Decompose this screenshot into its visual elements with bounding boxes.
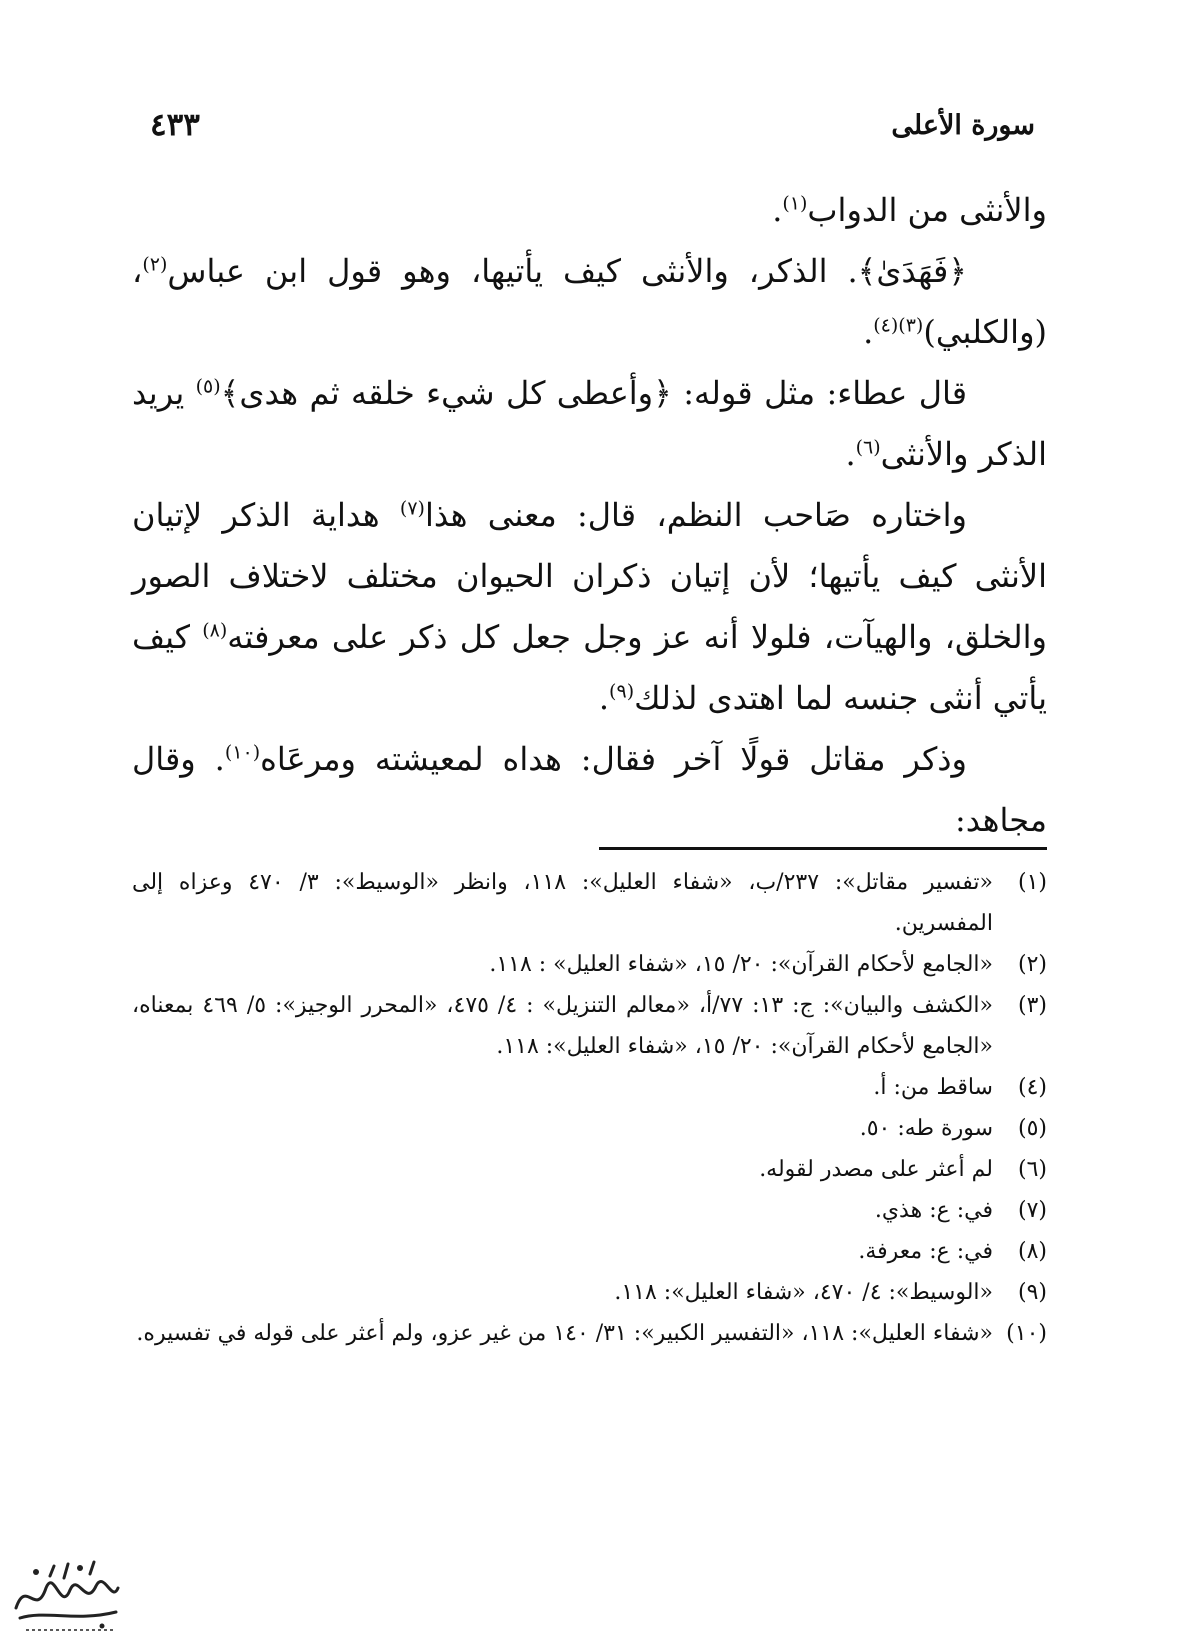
footnote-text: في: ع: معرفة. (858, 1239, 993, 1264)
footnote-text: «الجامع لأحكام القرآن»: ٢٠/ ١٥، «شفاء العليل» : ١١٨. (489, 952, 993, 977)
footnote-item (132, 1108, 1047, 1149)
footnote-number: (١٠) (1006, 1321, 1047, 1346)
footnote-ref: (١) (782, 192, 808, 215)
footnote-item (132, 1231, 1047, 1272)
footnote-text: لم أعثر على مصدر لقوله. (759, 1157, 993, 1182)
footnote-number: (٦) (1017, 1157, 1047, 1182)
main-text (132, 180, 1047, 851)
paragraph-4 (132, 485, 1047, 729)
text: . (863, 313, 874, 351)
footnote-text: في: ع: هذي. (874, 1198, 993, 1223)
paragraph-1 (132, 180, 1047, 241)
footnote-separator (599, 847, 1047, 850)
text: وذكر مقاتل قولًا آخر فقال: هداه لمعيشته ومرعَاه (260, 740, 968, 778)
text: كيف يأتي أنثى جنسه لما اهتدى لذلك (132, 618, 1047, 717)
footnote-item (132, 1190, 1047, 1231)
quran-quote: ﴿وأعطى كل شيء خلقه ثم هدى﴾ (220, 374, 672, 412)
text: والأنثى من الدواب (807, 191, 1047, 229)
library-seal-icon (6, 1548, 126, 1640)
footnotes (132, 862, 1047, 1354)
footnote-ref: (١٠) (224, 741, 261, 764)
footnote-number: (١) (1017, 870, 1047, 895)
footnote-text: سورة طه: ٥٠. (859, 1116, 993, 1141)
footnote-text: «الوسيط»: ٤/ ٤٧٠، «شفاء العليل»: ١١٨. (614, 1280, 993, 1305)
footnote-ref: (٣)(٤) (873, 314, 924, 337)
footnote-ref: (٥) (195, 375, 221, 398)
footnote-number: (٥) (1017, 1116, 1047, 1141)
footnote-text: «شفاء العليل»: ١١٨، «التفسير الكبير»: ٣١/ ١٤٠ من غير عزو، ولم أعثر على قوله في تفسيره. (136, 1321, 993, 1346)
footnote-item (132, 1149, 1047, 1190)
footnote-number: (٢) (1017, 952, 1047, 977)
footnote-number: (٤) (1017, 1075, 1047, 1100)
text: . (772, 191, 783, 229)
footnote-item (132, 944, 1047, 985)
footnote-ref: (٩) (609, 680, 635, 703)
text: قال عطاء: مثل قوله: (671, 374, 968, 412)
footnote-text: «تفسير مقاتل»: ٢٣٧/ب، «شفاء العليل»: ١١٨، وانظر «الوسيط»: ٣/ ٤٧٠ وعزاه إلى المفسرين. (132, 870, 993, 936)
footnote-text: ساقط من: أ. (873, 1075, 993, 1100)
paragraph-5 (132, 729, 1047, 851)
footnote-ref: (٧) (399, 497, 425, 520)
footnote-item (132, 862, 1047, 944)
page-number: ٤٣٣ (150, 107, 200, 143)
text: هداية الذكر لإتيان الأنثى كيف يأتيها؛ لأن إتيان ذكران الحيوان مختلف لاختلاف الصور والخلق، والهيآت، فلولا أنه عز وجل جعل كل ذكر على معرفته (132, 496, 1048, 656)
footnote-item (132, 1067, 1047, 1108)
paragraph-3 (132, 363, 1047, 485)
running-title: سورة الأعلى (891, 109, 1035, 141)
paragraph-2 (132, 241, 1047, 363)
text: يريد الذكر والأنثى (132, 374, 1047, 473)
text: . (598, 679, 610, 717)
footnote-ref: (٦) (855, 436, 881, 459)
text: . الذكر، والأنثى كيف يأتيها، وهو قول ابن عباس (167, 252, 858, 290)
text: . وقال مجاهد: (132, 740, 1047, 839)
footnote-ref: (٢) (142, 253, 168, 276)
footnote-item (132, 1272, 1047, 1313)
footnote-item (132, 985, 1047, 1067)
footnote-text: «الكشف والبيان»: ج: ١٣: ٧٧/أ، «معالم التنزيل» : ٤/ ٤٧٥، «المحرر الوجيز»: ٥/ ٤٦٩ بمعناه، «الجامع لأحكام القرآن»: ٢٠/ ١٥، «شفاء العليل»: ١١٨. (132, 993, 993, 1059)
footnote-number: (٣) (1017, 993, 1047, 1018)
footnote-item (132, 1313, 1047, 1354)
text: . (845, 435, 856, 473)
text: واختاره صَاحب النظم، قال: معنى هذا (424, 496, 968, 534)
footnote-number: (٩) (1017, 1280, 1047, 1305)
quran-quote: ﴿فَهَدَىٰ﴾ (857, 252, 967, 290)
page-header (150, 100, 1035, 150)
footnote-number: (٧) (1017, 1198, 1047, 1223)
footnote-number: (٨) (1017, 1239, 1047, 1264)
footnote-ref: (٨) (202, 619, 228, 642)
text: ، (والكلبي) (132, 252, 1047, 351)
